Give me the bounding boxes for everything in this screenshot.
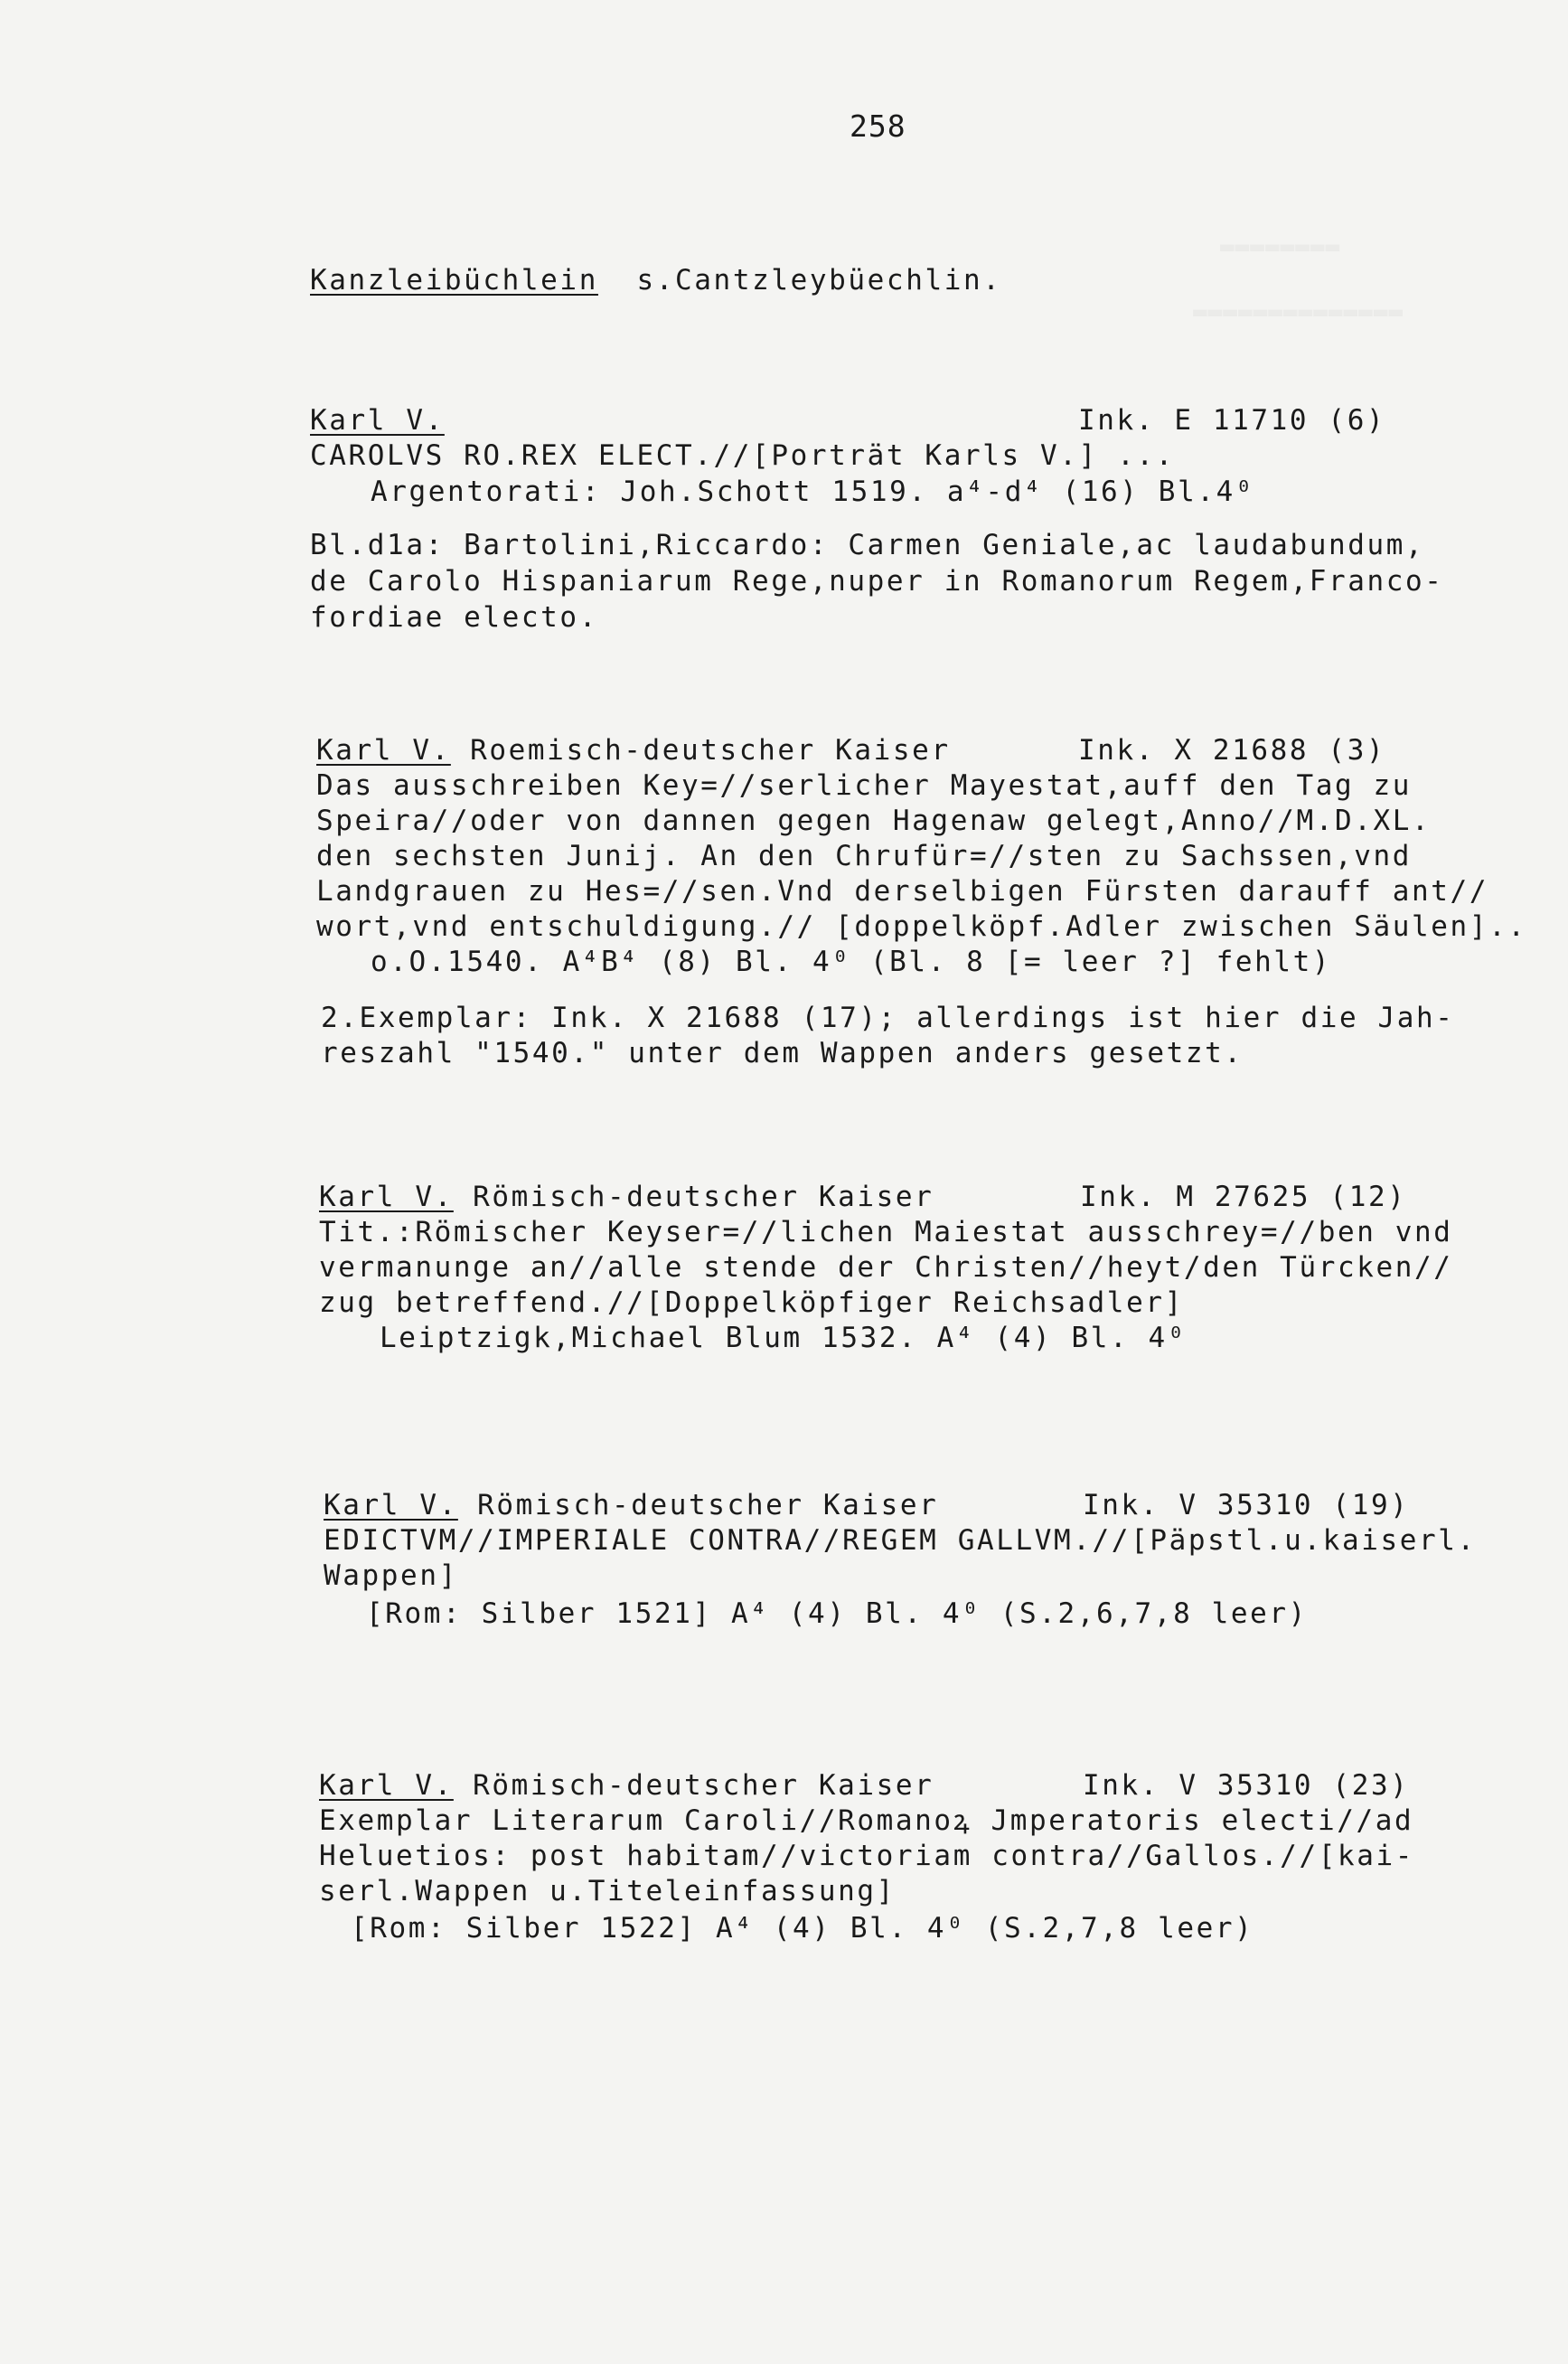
note-line: de Carolo Hispaniarum Rege,nuper in Romanorum Regem,Franco- <box>310 565 1444 598</box>
shelfmark: Ink. V 35310 (19) <box>1083 1489 1410 1521</box>
title-line: serl.Wappen u.Titeleinfassung] <box>319 1875 896 1907</box>
imprint-line: [Rom: Silber 1521] A⁴ (4) Bl. 4⁰ (S.2,6,7,8 leer) <box>366 1597 1308 1630</box>
entry-heading: Karl V. <box>319 1769 454 1802</box>
title-line: Wappen] <box>324 1559 458 1592</box>
entry-heading-rest: Roemisch-deutscher Kaiser <box>470 734 951 767</box>
entry-heading-rest: s.Cantzleybüechlin. <box>636 264 1002 297</box>
entry-heading: Kanzleibüchlein <box>310 264 598 297</box>
bleed-through-text: ▬▬▬▬▬▬▬▬ <box>1220 233 1341 260</box>
entry-heading-rest: Römisch-deutscher Kaiser <box>477 1489 939 1521</box>
entry-heading-line <box>319 1179 934 1215</box>
entry-heading-line <box>316 732 951 768</box>
title-line: Exemplar Literarum Caroli//Romanoꝝ Jmperatoris electi//ad <box>319 1804 1414 1837</box>
imprint-line: Leiptzigk,Michael Blum 1532. A⁴ (4) Bl. 4⁰ <box>380 1322 1188 1354</box>
note-line: reszahl "1540." unter dem Wappen anders gesetzt. <box>321 1037 1244 1069</box>
title-line: wort,vnd entschuldigung.// [doppelköpf.Adler zwischen Säulen].. <box>316 910 1527 943</box>
entry-heading-rest: Römisch-deutscher Kaiser <box>473 1769 934 1802</box>
title-line: Landgrauen zu Hes=//sen.Vnd derselbigen Fürsten darauff ant// <box>316 875 1489 908</box>
imprint-line: Argentorati: Joh.Schott 1519. a⁴-d⁴ (16) Bl.4⁰ <box>371 476 1255 508</box>
title-line: zug betreffend.//[Doppelköpfiger Reichsadler] <box>319 1286 1184 1319</box>
shelfmark: Ink. X 21688 (3) <box>1078 734 1386 767</box>
entry-heading-line <box>319 1767 934 1804</box>
title-line: CAROLVS RO.REX ELECT.//[Porträt Karls V.] ... <box>310 439 1175 472</box>
imprint-line: [Rom: Silber 1522] A⁴ (4) Bl. 4⁰ (S.2,7,8 leer) <box>351 1912 1254 1945</box>
title-line: den sechsten Junij. An den Chrufür=//sten zu Sachssen,vnd <box>316 840 1413 872</box>
shelfmark: Ink. E 11710 (6) <box>1078 404 1386 437</box>
title-line: Speira//oder von dannen gegen Hagenaw gelegt,Anno//M.D.XL. <box>316 805 1432 837</box>
entry-heading-line <box>310 402 445 438</box>
note-line: Bl.d1a: Bartolini,Riccardo: Carmen Geniale,ac laudabundum, <box>310 529 1425 561</box>
imprint-line: o.O.1540. A⁴B⁴ (8) Bl. 4⁰ (Bl. 8 [= leer ?] fehlt) <box>371 946 1332 978</box>
note-line: fordiae electo. <box>310 601 598 634</box>
entry-heading-line <box>324 1487 938 1523</box>
shelfmark: Ink. V 35310 (23) <box>1083 1769 1410 1802</box>
entry-kanzlei <box>310 262 1002 298</box>
title-line: Tit.:Römischer Keyser=//lichen Maiestat ausschrey=//ben vnd <box>319 1216 1453 1248</box>
entry-heading: Karl V. <box>324 1489 458 1521</box>
title-line: vermanunge an//alle stende der Christen//heyt/den Türcken// <box>319 1251 1453 1284</box>
title-line: Das ausschreiben Key=//serlicher Mayestat,auff den Tag zu <box>316 769 1413 802</box>
shelfmark: Ink. M 27625 (12) <box>1080 1181 1407 1213</box>
entry-heading-rest: Römisch-deutscher Kaiser <box>473 1181 934 1213</box>
entry-heading: Karl V. <box>319 1181 454 1213</box>
title-line: EDICTVM//IMPERIALE CONTRA//REGEM GALLVM.//[Päpstl.u.kaiserl. <box>324 1524 1477 1557</box>
entry-heading: Karl V. <box>316 734 451 767</box>
page-number: 258 <box>850 108 906 144</box>
entry-heading: Karl V. <box>310 404 445 437</box>
title-line: Heluetios: post habitam//victoriam contra//Gallos.//[kai- <box>319 1840 1415 1872</box>
bleed-through-text: ▬▬▬▬▬▬▬▬▬▬▬▬▬▬ <box>1193 298 1404 325</box>
note-line: 2.Exemplar: Ink. X 21688 (17); allerdings ist hier die Jah- <box>321 1002 1455 1034</box>
